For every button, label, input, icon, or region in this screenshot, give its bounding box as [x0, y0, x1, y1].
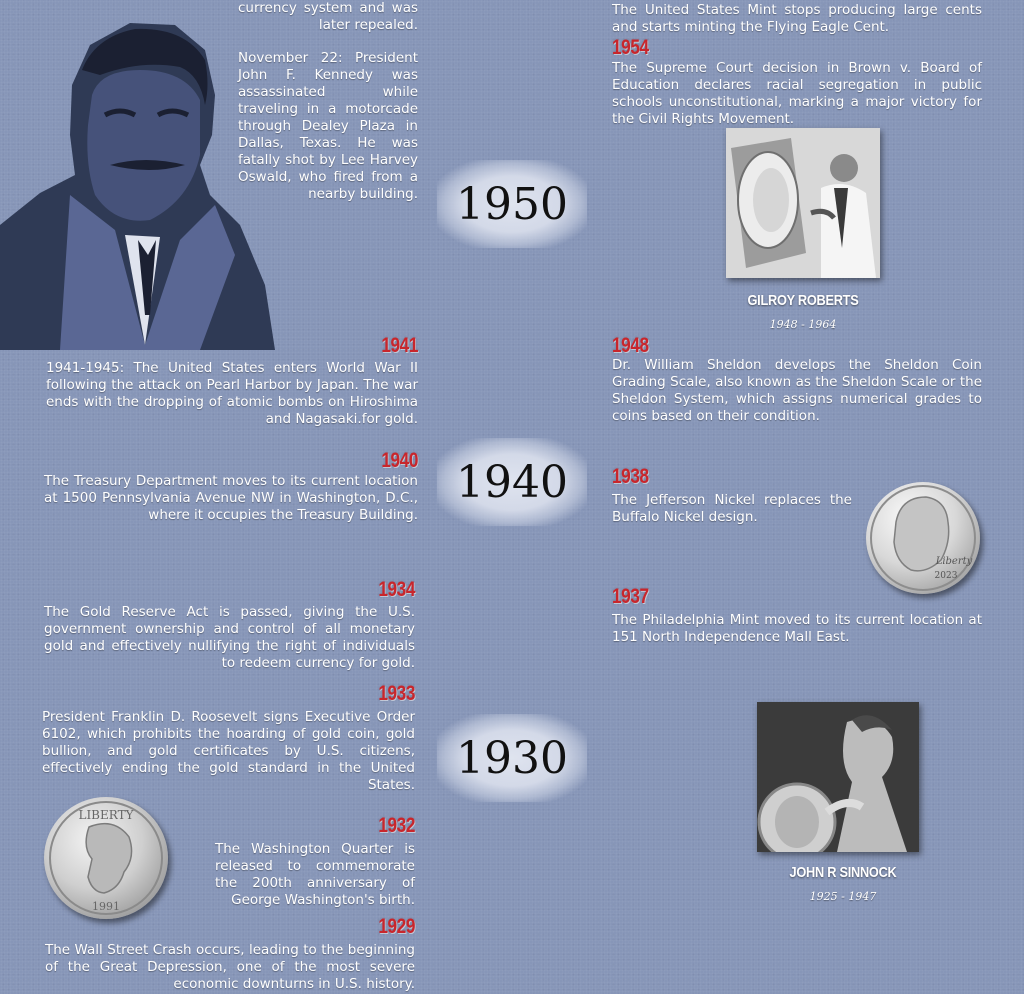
year-1940: 1940 — [381, 449, 418, 472]
engraver-at-work-icon — [757, 702, 919, 852]
year-1933: 1933 — [378, 682, 415, 705]
decade-badge-1930: 1930 — [437, 714, 587, 802]
event-text-1932: The Washington Quarter is released to commemorate the 200th anniversary of George Washington's birth. — [215, 841, 415, 908]
nickel-liberty-label: Liberty — [935, 556, 973, 567]
event-text-1940: The Treasury Department moves to its current location at 1500 Pennsylvania Avenue NW in Washington, D.C., where it occupies the Treasury Building. — [44, 473, 418, 523]
year-1941: 1941 — [381, 334, 418, 357]
decade-badge-1950: 1950 — [437, 160, 587, 248]
quarter-liberty-label: LIBERTY — [78, 808, 134, 822]
year-1929: 1929 — [378, 915, 415, 938]
engraver-dates-gilroy-roberts: 1948 - 1964 — [769, 318, 837, 331]
sculptor-relief-icon — [726, 128, 880, 278]
engraver-name-gilroy-roberts: GILROY ROBERTS — [747, 292, 859, 309]
event-text-1933: President Franklin D. Roosevelt signs Executive Order 6102, which prohibits the hoarding of gold coin, gold bullion, and gold certificates by U.S. citizens, effectively ending the gold standard in the United States. — [42, 709, 415, 793]
decade-badge-1940: 1940 — [437, 438, 587, 526]
event-text-1938: The Jefferson Nickel replaces the Buffalo Nickel design. — [612, 492, 852, 525]
john-r-sinnock-photo — [757, 702, 919, 852]
engraver-name-john-r-sinnock: JOHN R SINNOCK — [789, 864, 897, 881]
top-fragment-left: currency system and was later repealed. — [238, 0, 418, 33]
event-text-1929: The Wall Street Crash occurs, leading to the beginning of the Great Depression, one of the most severe economic downturns in U.S. history. — [45, 942, 415, 992]
year-1932: 1932 — [378, 814, 415, 837]
washington-quarter-coin — [44, 797, 168, 919]
year-1934: 1934 — [378, 578, 415, 601]
quarter-relief-icon — [44, 797, 168, 919]
jefferson-nickel-coin — [866, 482, 980, 594]
nickel-year-label: 2023 — [934, 571, 958, 581]
quarter-year-label: 1991 — [92, 900, 120, 913]
top-fragment-right: The United States Mint stops producing large cents and starts minting the Flying Eagle Cent. — [612, 2, 982, 35]
year-1948: 1948 — [612, 334, 649, 357]
gilroy-roberts-photo — [726, 128, 880, 278]
event-text-1954: The Supreme Court decision in Brown v. Board of Education declares racial segregation in public schools unconstitutional, marking a major victory for the Civil Rights Movement. — [612, 60, 982, 127]
event-text-1941: 1941-1945: The United States enters World War II following the attack on Pearl Harbor by Japan. The war ends with the dropping of atomic bombs on Hiroshima and Nagasaki.for gold. — [46, 360, 418, 427]
jfk-event-text: November 22: President John F. Kennedy was assassinated while traveling in a motorcade through Dealey Plaza in Dallas, Texas. He was fatally shot by Lee Harvey Oswald, who fired from a nearby building. — [238, 50, 418, 202]
event-text-1948: Dr. William Sheldon develops the Sheldon Coin Grading Scale, also known as the Sheldon Scale or the Sheldon System, which assigns numerical grades to coins based on their condition. — [612, 357, 982, 424]
engraver-dates-john-r-sinnock: 1925 - 1947 — [809, 890, 877, 903]
event-text-1937: The Philadelphia Mint moved to its current location at 151 North Independence Mall East. — [612, 612, 982, 645]
year-1938: 1938 — [612, 465, 649, 488]
event-text-1934: The Gold Reserve Act is passed, giving the U.S. government ownership and control of all monetary gold and effectively nullifying the right of individuals to redeem currency for gold. — [44, 604, 415, 671]
year-1954: 1954 — [612, 36, 649, 59]
year-1937: 1937 — [612, 585, 649, 608]
nickel-relief-icon — [866, 482, 980, 594]
